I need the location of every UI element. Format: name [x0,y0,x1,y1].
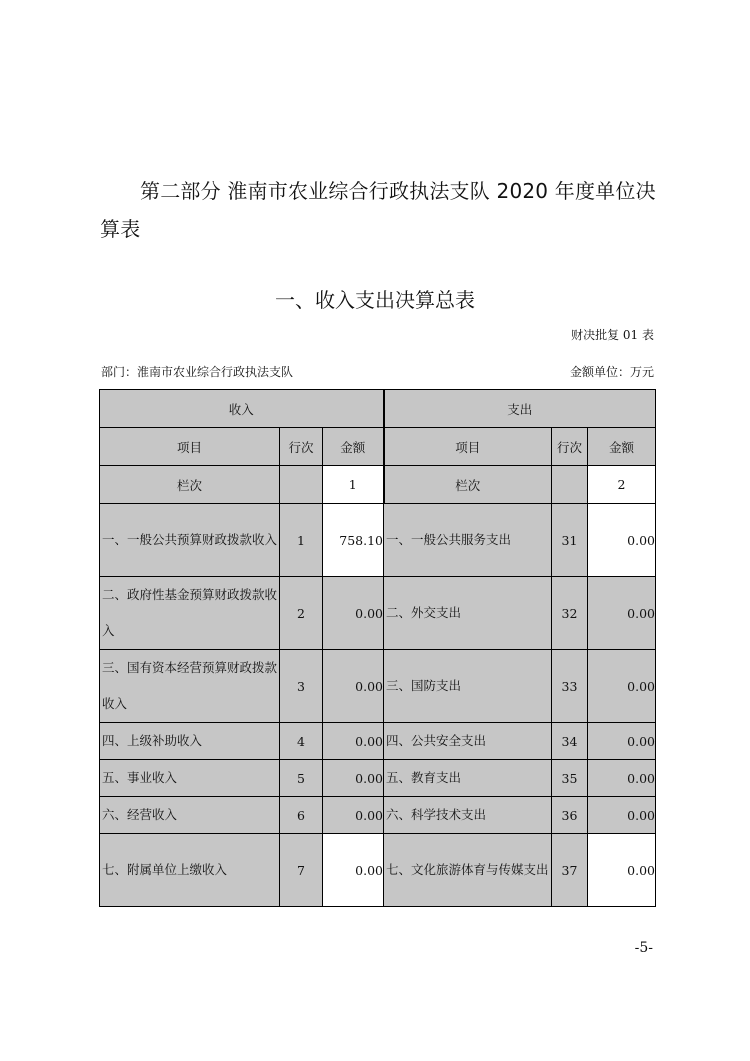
expense-item: 二、外交支出 [384,577,552,650]
income-item: 五、事业收入 [100,760,280,797]
income-section-header: 收入 [100,390,384,428]
part-title: 第二部分 淮南市农业综合行政执法支队 2020 年度单位决算表 [100,179,656,241]
income-line: 1 [280,504,323,577]
table-row [100,650,656,723]
income-line: 6 [280,797,323,834]
income-line: 2 [280,577,323,650]
expense-item: 三、国防支出 [384,650,552,723]
income-index-line [280,466,323,504]
expense-amount: 0.00 [588,797,656,834]
expense-amount-header: 金额 [588,428,656,466]
expense-line: 35 [552,760,588,797]
expense-amount: 0.00 [588,723,656,760]
expense-line: 36 [552,797,588,834]
table-row [100,760,656,797]
income-index-label: 栏次 [100,466,280,504]
expense-item: 四、公共安全支出 [384,723,552,760]
income-amount: 0.00 [323,797,384,834]
income-amount: 0.00 [323,650,384,723]
income-item: 七、附属单位上缴收入 [100,834,280,907]
page-number: -5- [634,940,653,956]
expense-index-line [552,466,588,504]
income-amount: 0.00 [323,834,384,907]
form-code: 财决批复 01 表 [571,328,654,342]
expense-line: 32 [552,577,588,650]
column-header-row [100,428,656,466]
income-item: 四、上级补助收入 [100,723,280,760]
expense-line: 37 [552,834,588,907]
income-line: 7 [280,834,323,907]
income-amount-header: 金额 [323,428,384,466]
expense-item: 六、科学技术支出 [384,797,552,834]
income-line-header: 行次 [280,428,323,466]
table-row [100,723,656,760]
expense-index-amount: 2 [588,466,656,504]
income-item-header: 项目 [100,428,280,466]
income-item: 三、国有资本经营预算财政拨款收入 [100,650,280,723]
expense-index-label: 栏次 [384,466,552,504]
expense-line: 33 [552,650,588,723]
income-line: 4 [280,723,323,760]
income-amount: 758.10 [323,504,384,577]
income-item: 六、经营收入 [100,797,280,834]
expense-section-header: 支出 [384,390,656,428]
expense-amount: 0.00 [588,834,656,907]
expense-line-header: 行次 [552,428,588,466]
expense-item: 七、文化旅游体育与传媒支出 [384,834,552,907]
income-amount: 0.00 [323,723,384,760]
table-row [100,834,656,907]
expense-item: 一、一般公共服务支出 [384,504,552,577]
income-index-amount: 1 [323,466,384,504]
income-line: 5 [280,760,323,797]
income-amount: 0.00 [323,760,384,797]
income-amount: 0.00 [323,577,384,650]
expense-line: 34 [552,723,588,760]
expense-line: 31 [552,504,588,577]
section-header-row [100,390,656,428]
expense-amount: 0.00 [588,760,656,797]
table-row [100,504,656,577]
amount-unit-label: 金额单位：万元 [569,365,654,379]
table-title: 一、收入支出决算总表 [275,288,475,312]
department-label: 部门：淮南市农业综合行政执法支队 [101,365,294,379]
table-row [100,577,656,650]
expense-amount: 0.00 [588,577,656,650]
column-index-row [100,466,656,504]
income-item: 一、一般公共预算财政拨款收入 [100,504,280,577]
income-line: 3 [280,650,323,723]
expense-amount: 0.00 [588,504,656,577]
income-item: 二、政府性基金预算财政拨款收入 [100,577,280,650]
expense-item-header: 项目 [384,428,552,466]
expense-amount: 0.00 [588,650,656,723]
income-expense-table [99,389,656,907]
table-row [100,797,656,834]
expense-item: 五、教育支出 [384,760,552,797]
